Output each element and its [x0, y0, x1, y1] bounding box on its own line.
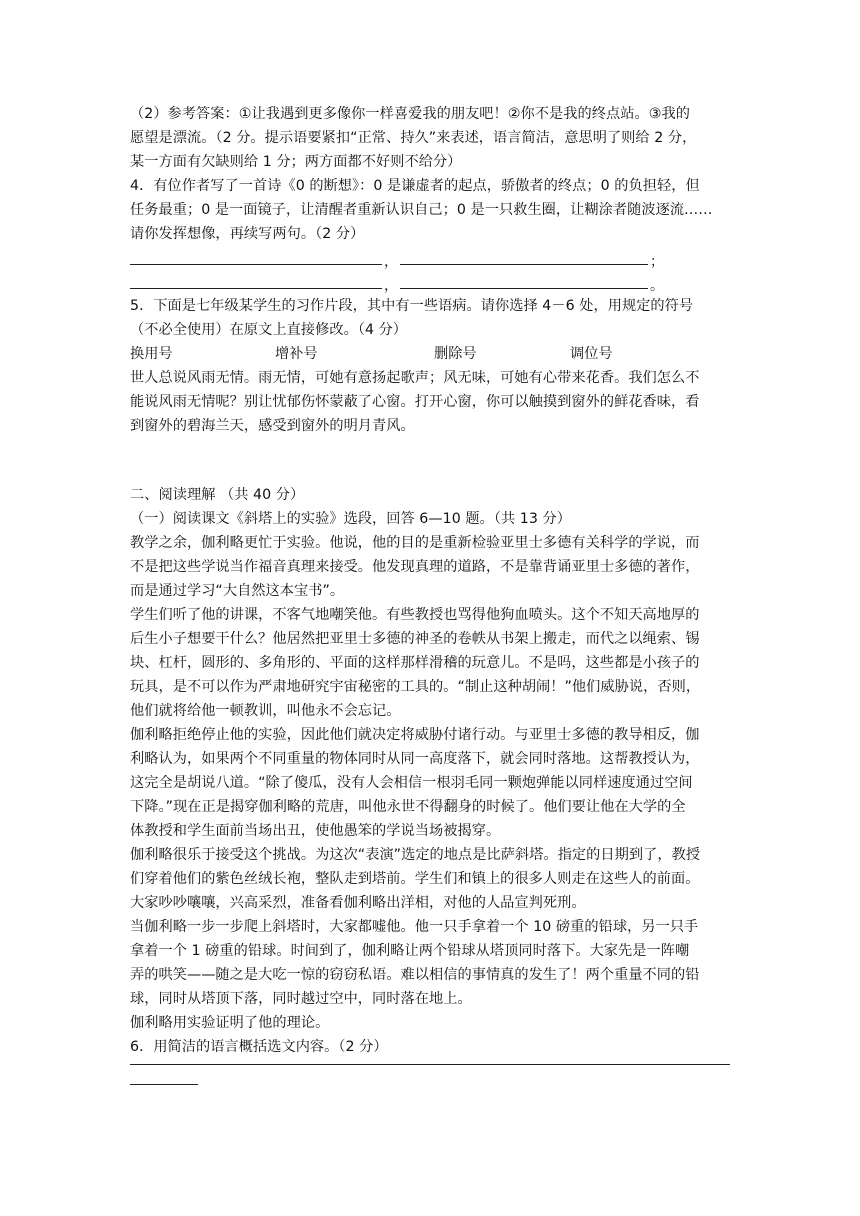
question-4-line: 请你发挥想像，再续写两句。（2 分） — [130, 226, 365, 242]
paragraph-line: 后生小子想要干什么？他居然把亚里士多德的神圣的卷帙从书架上搬走，而代之以绳索、锡 — [130, 631, 700, 647]
answer-blank[interactable] — [130, 263, 382, 265]
section-heading: 二、阅读理解 （共 40 分） — [130, 487, 305, 503]
exam-page — [130, 102, 732, 1085]
passage-line: 到窗外的碧海兰天，感受到窗外的明月青风。 — [130, 418, 415, 434]
sub-heading: （一）阅读课文《斜塔上的实验》选段，回答 6—10 题。（共 13 分） — [130, 511, 571, 527]
paragraph-line: 大家吵吵嚷嚷，兴高采烈，准备看伽利略出洋相，对他的人品宣判死刑。 — [130, 895, 586, 911]
paragraph-line: 体教授和学生面前当场出丑，使他愚笨的学说当场被揭穿。 — [130, 823, 501, 839]
paragraph-line: 而是通过学习“大自然这本宝书”。 — [130, 583, 345, 599]
paragraph-line: 弄的哄笑——随之是大吃一惊的窃窃私语。难以相信的事情真的发生了！两个重量不同的铅 — [130, 967, 700, 983]
answer-blank[interactable] — [130, 287, 382, 289]
paragraph-line: 球，同时从塔顶下落，同时越过空中，同时落在地上。 — [130, 991, 472, 1007]
paragraph — [130, 603, 732, 723]
paragraph-line: 伽利略很乐于接受这个挑战。为这次“表演”选定的地点是比萨斜塔。指定的日期到了，教授 — [130, 847, 701, 863]
paragraph-line: 们穿着他们的紫色丝绒长袍，整队走到塔前。学生们和镇上的很多人则走在这些人的前面。 — [130, 871, 700, 887]
paragraph-line: 玩具，是不可以作为严肃地研究宇宙秘密的工具的。“制止这种胡闹！”他们威胁说，否则， — [130, 679, 701, 695]
paragraph-line: 下降。”现在正是揭穿伽利略的荒唐，叫他永世不得翻身的时候了。他们要让他在大学的全 — [130, 799, 686, 815]
question-4-line: 任务最重；0 是一面镜子，让清醒者重新认识自己；0 是一只救生圈，让糊涂者随波逐流…… — [130, 202, 713, 218]
symbol-insert: 增补号 — [275, 346, 318, 362]
question-5 — [130, 294, 732, 438]
paragraph — [130, 843, 732, 915]
answer-blank[interactable] — [400, 287, 648, 289]
paragraph-line: 他们就将给他一顿教训，叫他永不会忘记。 — [130, 703, 401, 719]
paragraph-line: 利略认为，如果两个不同重量的物体同时从同一高度落下，就会同时落地。这帮教授认为， — [130, 751, 700, 767]
answer-blank[interactable] — [400, 263, 648, 265]
paragraph-line: 学生们听了他的讲课，不客气地嘲笑他。有些教授也骂得他狗血喷头。这个不知天高地厚的 — [130, 607, 700, 623]
paragraph-line: 教学之余，伽利略更忙于实验。他说，他的目的是重新检验亚里士多德有关科学的学说，而 — [130, 535, 700, 551]
passage-line: 世人总说风雨无情。雨无情，可她有意扬起歌声；风无味，可她有心带来花香。我们怎么不 — [130, 370, 700, 386]
paragraph-line: 拿着一个 1 磅重的铅球。时间到了，伽利略让两个铅球从塔顶同时落下。大家先是一阵嘲 — [130, 943, 690, 959]
paragraph-line: 块、杠杆，圆形的、多角形的、平面的这样那样滑稽的玩意儿。不是吗，这些都是小孩子的 — [130, 655, 700, 671]
answer-blank-long[interactable] — [130, 1063, 730, 1065]
symbol-reorder: 调位号 — [570, 346, 613, 362]
paragraph-line: 伽利略拒绝停止他的实验，因此他们就决定将威胁付诸行动。与亚里士多德的教导相反，伽 — [130, 727, 700, 743]
question-4 — [130, 174, 732, 294]
text-line: 愿望是漂流。（2 分。提示语要紧扣“正常、持久”来表述，语言简洁，意思明了则给 2 分， — [130, 130, 697, 146]
paragraph — [130, 915, 732, 1011]
answer-2-block — [130, 102, 732, 174]
symbol-delete: 删除号 — [434, 346, 477, 362]
paragraph-line: 不是把这些学说当作福音真理来接受。他发现真理的道路，不是靠背诵亚里士多德的著作， — [130, 559, 700, 575]
edit-symbols-row — [130, 342, 732, 366]
paragraph — [130, 1011, 732, 1035]
punctuation: ， — [384, 254, 398, 270]
paragraph — [130, 531, 732, 603]
punctuation: ； — [650, 254, 664, 270]
punctuation: ， — [384, 278, 398, 294]
question-5-line: （不必全使用）在原文上直接修改。（4 分） — [130, 322, 408, 338]
paragraph-line: 这完全是胡说八道。“除了傻瓜，没有人会相信一根羽毛同一颗炮弹能以同样速度通过空间 — [130, 775, 693, 791]
answer-blank-short[interactable] — [130, 1083, 198, 1085]
paragraph-line: 当伽利略一步一步爬上斜塔时，大家都嘘他。他一只手拿着一个 10 磅重的铅球，另一只手 — [130, 919, 699, 935]
answer-blank-row-2 — [130, 270, 732, 294]
paragraph-line: 伽利略用实验证明了他的理论。 — [130, 1015, 330, 1031]
question-4-line: 4．有位作者写了一首诗《0 的断想》：0 是谦虚者的起点，骄傲者的终点；0 的负担轻，但 — [130, 178, 700, 194]
answer-blank-row-1 — [130, 246, 732, 270]
reading-section — [130, 483, 732, 1085]
text-line: （2）参考答案：①让我遇到更多像你一样喜爱我的朋友吧！②你不是我的终点站。③我的 — [130, 106, 690, 122]
question-6: 6．用简洁的语言概括选文内容。（2 分） — [130, 1039, 388, 1055]
question-5-line: 5．下面是七年级某学生的习作片段，其中有一些语病。请你选择 4－6 处，用规定的符号 — [130, 298, 694, 314]
punctuation: 。 — [650, 278, 664, 294]
passage-line: 能说风雨无情呢？别让忧郁伤怀蒙蔽了心窗。打开心窗，你可以触摸到窗外的鲜花香味，看 — [130, 394, 700, 410]
text-line: 某一方面有欠缺则给 1 分；两方面都不好则不给分） — [130, 154, 462, 170]
paragraph — [130, 723, 732, 843]
symbol-replace: 换用号 — [130, 346, 173, 362]
